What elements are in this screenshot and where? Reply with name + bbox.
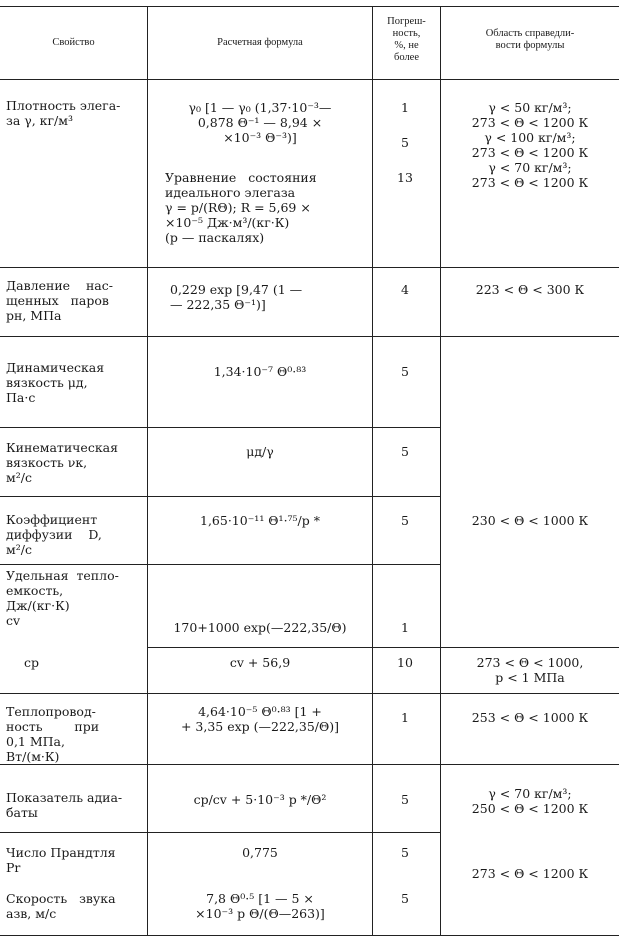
validity-vapor-pressure: 223 < Θ < 300 К — [475, 282, 585, 297]
error-value: 10 — [397, 655, 413, 670]
row-rule — [0, 267, 619, 268]
error-value: 5 — [401, 135, 409, 150]
formula-sound-speed: 7,8 Θ⁰·⁵ [1 — 5 × ×10⁻³ p Θ/(Θ—263)] — [195, 891, 325, 921]
property-vapor-pressure: Давление нас- щенных паров рн, МПа — [6, 278, 113, 323]
error-value: 1 — [401, 620, 409, 635]
property-diffusion: Коэффициент диффузии D, м²/с — [6, 512, 102, 557]
validity-adiabatic-index: γ < 70 кг/м³; 250 < Θ < 1200 К — [471, 786, 589, 816]
row-rule — [0, 564, 440, 565]
header-validity: Область справедли- вости формулы — [485, 28, 575, 51]
table-bottom-rule — [0, 935, 619, 936]
row-rule — [0, 336, 619, 337]
property-heat-capacity: Удельная тепло- емкость, Дж/(кг·К) cv — [6, 568, 119, 628]
property-kinematic-viscosity: Кинематическая вязкость νк, м²/с — [6, 440, 118, 485]
formula-density-empirical: γ₀ [1 — γ₀ (1,37·10⁻³— 0,878 Θ⁻¹ — 8,94 × ×10⁻³ Θ⁻³)] — [188, 100, 332, 145]
table-top-rule — [0, 6, 619, 7]
property-adiabatic-index: Показатель адиа- баты — [6, 790, 123, 820]
formula-dynamic-viscosity: 1,34·10⁻⁷ Θ⁰·⁸³ — [213, 364, 307, 379]
property-prandtl: Число Прандтля Pr — [6, 845, 116, 875]
property-cp: cp — [24, 655, 40, 670]
property-sound-speed: Скорость звука aзв, м/с — [6, 891, 116, 921]
validity-shared-range: 230 < Θ < 1000 К — [471, 513, 589, 528]
formula-density-ideal-gas: Уравнение состояния идеального элегаза γ = p/(RΘ); R = 5,69 × ×10⁻⁵ Дж·м³/(кг·К) (p — паскалях) — [165, 170, 317, 245]
header-error: Погреш- ность, %, не более — [387, 16, 426, 63]
error-value: 5 — [401, 513, 409, 528]
error-value: 5 — [401, 792, 409, 807]
error-value: 5 — [401, 845, 409, 860]
error-value: 1 — [401, 100, 409, 115]
column-rule — [440, 6, 441, 936]
validity-density: γ < 50 кг/м³; 273 < Θ < 1200 К γ < 100 кг/м³; 273 < Θ < 1200 К γ < 70 кг/м³; 273 < Θ < 1200 К — [471, 100, 589, 190]
formula-adiabatic-index: cp/cv + 5·10⁻³ p */Θ² — [193, 792, 327, 807]
column-rule — [147, 6, 148, 936]
row-rule — [0, 496, 440, 497]
header-formula: Расчетная формула — [217, 37, 303, 48]
error-value: 4 — [401, 282, 409, 297]
formula-prandtl: 0,775 — [242, 845, 278, 860]
row-rule — [0, 832, 440, 833]
validity-cp: 273 < Θ < 1000, p < 1 МПа — [476, 655, 584, 685]
formula-kinematic-viscosity: μд/γ — [246, 444, 274, 459]
error-value: 5 — [401, 891, 409, 906]
validity-prandtl-sound: 273 < Θ < 1200 К — [471, 866, 589, 881]
formula-diffusion: 1,65·10⁻¹¹ Θ¹·⁷⁵/p * — [200, 513, 320, 528]
row-rule — [147, 647, 619, 648]
property-density: Плотность элега- за γ, кг/м³ — [6, 98, 121, 128]
header-bottom-rule — [0, 79, 619, 80]
formula-vapor-pressure: 0,229 exp [9,47 (1 — — 222,35 Θ⁻¹)] — [170, 282, 303, 312]
property-thermal-conductivity: Теплопровод- ность при 0,1 МПа, Вт/(м·К) — [6, 704, 100, 764]
formula-thermal-conductivity: 4,64·10⁻⁵ Θ⁰·⁸³ [1 + + 3,35 exp (—222,35/Θ)] — [180, 704, 339, 734]
error-value: 13 — [397, 170, 413, 185]
row-rule — [0, 764, 619, 765]
error-value: 1 — [401, 710, 409, 725]
validity-thermal-conductivity: 253 < Θ < 1000 К — [471, 710, 589, 725]
property-dynamic-viscosity: Динамическая вязкость μд, Па·с — [6, 360, 105, 405]
error-value: 5 — [401, 444, 409, 459]
header-property: Свойство — [52, 37, 95, 48]
row-rule — [0, 427, 440, 428]
error-value: 5 — [401, 364, 409, 379]
row-rule — [0, 693, 619, 694]
formula-heat-capacity-cv: 170+1000 exp(—222,35/Θ) — [173, 620, 347, 635]
column-rule — [372, 6, 373, 936]
formula-cp: cv + 56,9 — [229, 655, 291, 670]
